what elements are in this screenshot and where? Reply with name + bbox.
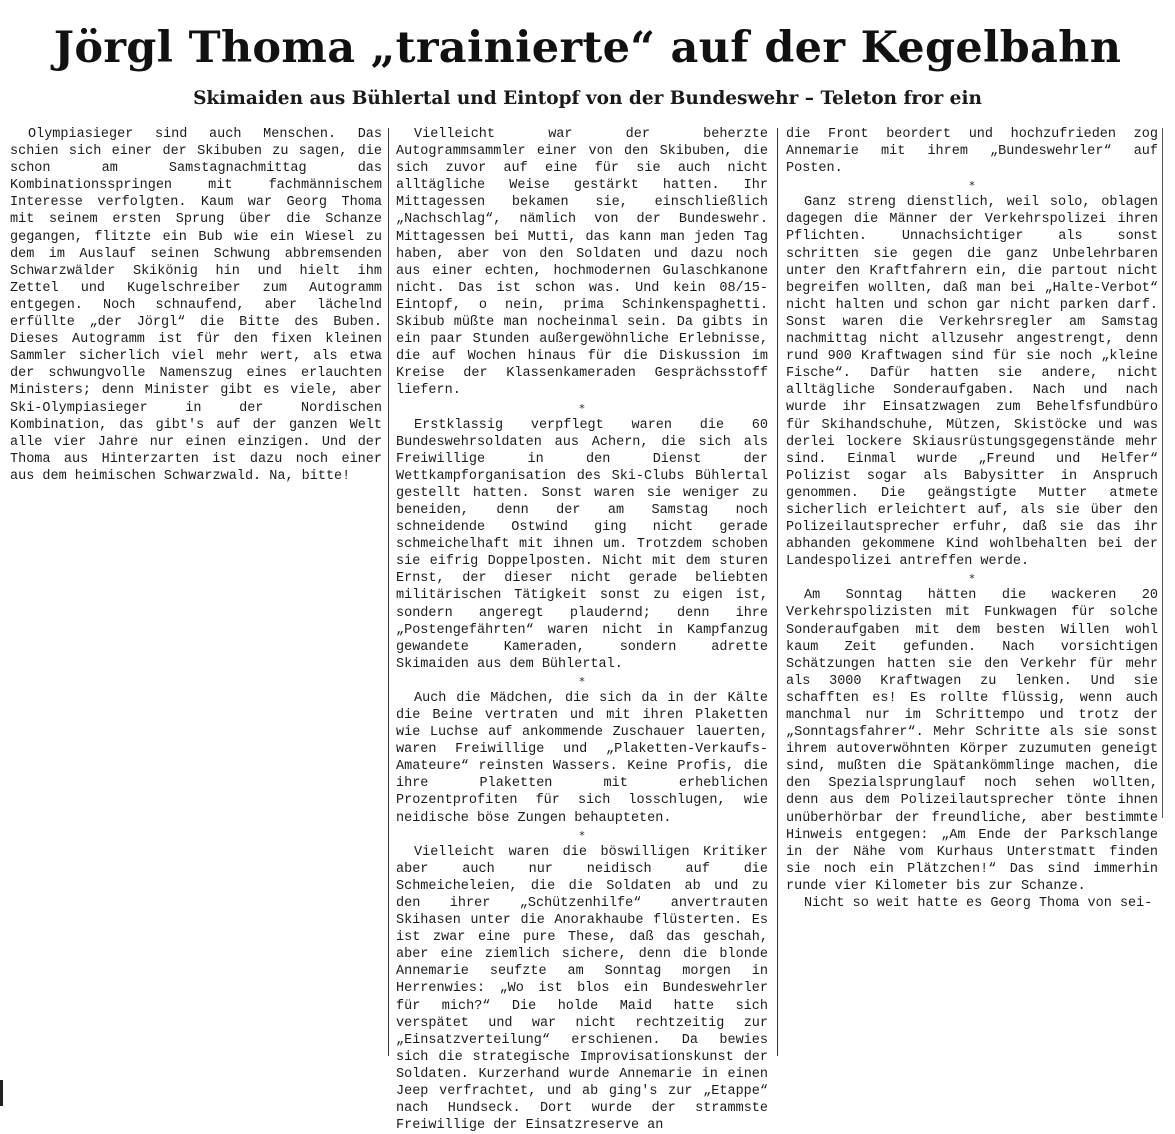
paragraph: Vielleicht war der beherzte Autogrammsammler einer von den Skibuben, die sich zuvor auf eine für sie auch nicht alltägliche Weise gestärkt hatten. Ihr Mittagessen bekamen sie, einschließlich „Nachschlag“, nämlich von der Bundeswehr. Mittagessen bei Mutti, das kann man jeden Tag haben, aber von den Soldaten und dazu noch aus einer echten, hochmodernen Gulaschkanone nicht. Das ist schon was. Und kein 08/15-Eintopf, o nein, prima Schinkenspaghetti. Skibub müßte man nocheinmal sein. Da gibts in ein paar Stunden außergewöhnliche Erlebnisse, die auf Wochen hinaus für die Diskussion im Kreise der Klassenkameraden Gesprächsstoff liefern. (396, 127, 768, 399)
paragraph: Erstklassig verpflegt waren die 60 Bundeswehrsoldaten aus Achern, die sich als Freiwillige in den Dienst der Wettkampforganisation des Ski-Clubs Bühlertal gestellt hatten. Sonst waren sie weniger zu beneiden, denn der am Samstag noch schneidende Ostwind ging nicht gerade schmeichelhaft mit ihnen um. Trotzdem schoben sie eifrig Doppelposten. Nicht mit dem sturen Ernst, der dieser nicht gerade beliebten militärischen Tätigkeit sonst zu eigen ist, sondern angeregt plaudernd; denn ihre „Postengefährten“ waren nicht in Kampfanzug gewandete Kameraden, sondern adrette Skimaiden aus dem Bühlertal. (396, 417, 768, 672)
paragraph: die Front beordert und hochzufrieden zog Annemarie mit ihrem „Bundeswehrler“ auf Posten. (786, 127, 1158, 177)
section-separator: * (969, 572, 975, 586)
scan-edge-mark (0, 1080, 3, 1106)
paragraph: Ganz streng dienstlich, weil solo, oblagen dagegen die Männer der Verkehrspolizei ihren Pflichten. Unnachsichtiger als sonst schritten sie gegen die ganz Unbelehrbaren unter den Kraftfahrern ein, die partout nicht begreifen wollten, daß man bei „Halte-Verbot“ nicht halten und schon gar nicht parken darf. Sonst waren die Verkehrsregler am Samstag nachmittag nicht allzusehr angestrengt, denn rund 900 Kraftwagen sind für sie noch „kleine Fische“. Dafür hatten sie andere, nicht alltägliche Sonderaufgaben. Nach und nach wurde ihr Einsatzwagen zum Behelfsfundbüro für Skihandschuhe, Mützen, Skistöcke und was derlei lockere Skiausrüstungsgegenstände mehr sind. Einmal wurde „Freund und Helfer“ Polizist sogar als Babysitter in Anspruch genommen. Die geängstigte Mutter atmete sicherlich erleichtert auf, als sie über den Polizeilautsprecher erfuhr, daß sie das ihr abhanden gekommene Kind wohlbehalten bei der Landespolizei antreffen werde. (786, 195, 1158, 570)
article-subheadline: Skimaiden aus Bühlertal und Eintopf von der Bundeswehr – Teleton fror ein (193, 88, 982, 109)
column-divider (1162, 128, 1163, 818)
section-separator: * (579, 828, 585, 842)
section-separator: * (579, 674, 585, 688)
article-headline: Jörgl Thoma „trainierte“ auf der Kegelbahn (53, 23, 1122, 73)
paragraph: Olympiasieger sind auch Menschen. Das schien sich einer der Skibuben zu sagen, die schon am Samstagnachmittag das Kombinationsspringen mit fachmännischem Interesse verfolgten. Kaum war Georg Thoma mit seinem ersten Sprung über die Schanze gegangen, flitzte ein Bub wie ein Wiesel zu dem im Auslauf seinen Schwung abbremsenden Schwarzwälder Skikönig hin und hielt ihm Zettel und Kugelschreiber zum Autogramm entgegen. Noch schnaufend, aber lächelnd erfüllte „der Jörgl“ die Bitte des Buben. Dieses Autogramm ist für den fixen kleinen Sammler sicherlich viel mehr wert, als etwa der schwungvolle Namenszug eines erlauchten Ministers; denn Minister gibt es viele, aber Ski-Olympiasieger in der Nordischen Kombination, das gibt's auf der ganzen Welt alle vier Jahre nur einen einzigen. Und der Thoma aus Hinterzarten ist dazu noch einer aus dem heimischen Schwarzwald. Na, bitte! (10, 127, 382, 484)
text-column-2 (396, 126, 768, 1134)
text-column-3 (786, 126, 1158, 912)
paragraph: Auch die Mädchen, die sich da in der Kälte die Beine vertraten und mit ihren Plaketten wie Luchse auf ankommende Zuschauer lauerten, waren Freiwillige und „Plaketten-Verkaufs-Amateure“ reinsten Wassers. Keine Profis, die ihre Plaketten mit erheblichen Prozentprofiten für sich losschlugen, wie neidische böse Zungen behaupteten. (396, 690, 768, 826)
column-divider (777, 128, 778, 1056)
paragraph: Nicht so weit hatte es Georg Thoma von sei- (804, 896, 1153, 912)
paragraph: Am Sonntag hätten die wackeren 20 Verkehrspolizisten mit Funkwagen für solche Sonderaufgaben mit dem besten Willen wohl kaum Zeit gefunden. Nach vorsichtigen Schätzungen hatten sie den Verkehr für mehr als 3000 Kraftwagen zu lenken. Und sie schafften es! Es rollte flüssig, wenn auch manchmal nur im Schrittempo und trotz der „Sonntagsfahrer“. Mehr Schritte als sie sonst ihrem autoverwöhnten Körper zuzumuten geneigt sind, mußten die Spätankömmlinge machen, die den Spezialsprunglauf noch sehen wollten, denn aus dem Polizeilautsprecher tönte ihnen unüberhörbar der freundliche, aber bestimmte Hinweis entgegen: „Am Ende der Parkschlange in der Nähe vom Kurhaus Unterstmatt finden sie noch ein Plätzchen!“ Das sind immerhin runde vier Kilometer bis zur Schanze. (786, 588, 1158, 894)
section-separator: * (579, 401, 585, 415)
section-separator: * (969, 179, 975, 193)
column-divider (388, 128, 389, 1056)
paragraph: Vielleicht waren die böswilligen Kritiker aber auch nur neidisch auf die Schmeicheleien, die die Soldaten ab und zu den ihrer „Schützenhilfe“ anvertrauten Skihasen unter die Anorakhaube flüsterten. Es ist zwar eine pure These, daß das geschah, aber eine ziemlich sichere, denn die blonde Annemarie seufzte am Sonntag morgen in Herrenwies: „Wo ist blos ein Bundeswehrler für mich?“ Die holde Maid hatte sich verspätet und war nicht rechtzeitig zur „Einsatzverteilung“ erschienen. Da bewies sich die strategische Improvisationskunst der Soldaten. Kurzerhand wurde Annemarie in einen Jeep verfrachtet, und ab ging's zur „Etappe“ nach Hundseck. Dort wurde der strammste Freiwillige der Einsatzreserve an (396, 844, 768, 1134)
text-column-1 (10, 126, 382, 485)
